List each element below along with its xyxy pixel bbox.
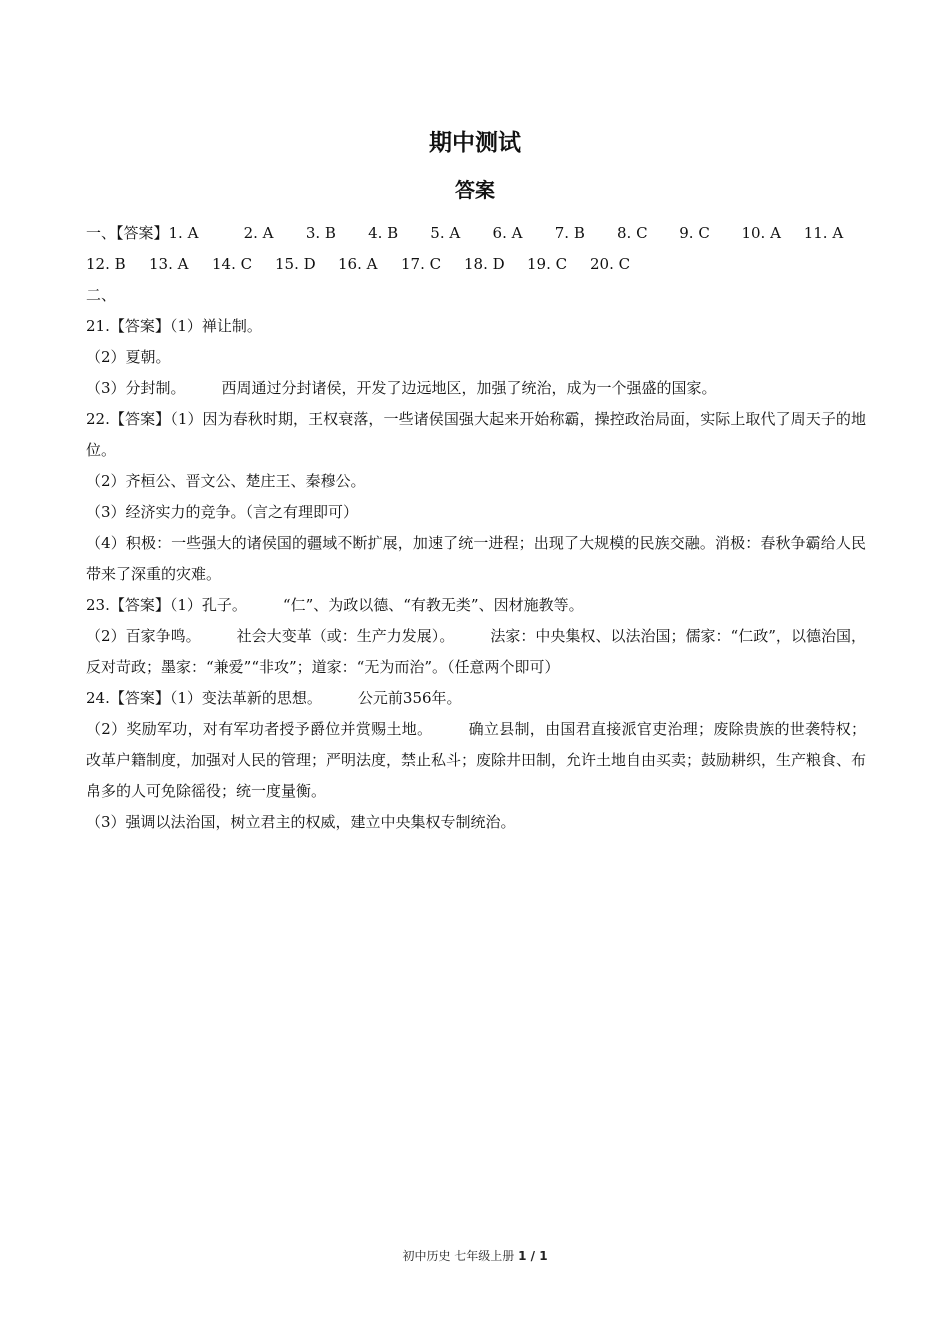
footer-text: 初中历史 七年级上册 [402,1249,515,1263]
page-number: 1 / 1 [518,1249,548,1263]
q23-answer-2c: 法家：中央集权、以法治国；儒家：“仁政”，以德治国，反对苛政；墨家：“兼爱”“非攻”；道家：“无为而治”。（任意两个即可） [86,627,866,676]
mc-answers-row-2 [86,249,866,280]
q24-answer-2 [86,714,866,807]
mc-answer: 6. A [492,224,523,242]
page-title: 期中测试 [429,130,521,156]
mc-answer: 10. A [741,224,781,242]
mc-prefix: 一、【答案】 [86,224,169,242]
mc-answer: 20. C [590,255,631,273]
q24-answer-1b: 公元前356年。 [357,689,462,707]
q23-answer-1 [86,590,866,621]
q21-answer-3b: 西周通过分封诸侯，开发了边远地区，加强了统治，成为一个强盛的国家。 [221,379,717,397]
q23-answer-1a: 23.【答案】（1）孔子。 [86,596,247,614]
q21-answer-2: （2）夏朝。 [86,348,171,366]
mc-answer: 1. A [168,224,199,242]
answer-content [86,218,866,838]
mc-answer: 16. A [338,255,378,273]
mc-answer: 2. A [243,224,274,242]
q24-answer-1 [86,683,866,714]
mc-answer: 9. C [679,224,710,242]
mc-answer: 19. C [527,255,568,273]
q22-answer-3: （3）经济实力的竞争。（言之有理即可） [86,503,359,521]
q22-answer-4: （4）积极：一些强大的诸侯国的疆域不断扩展，加速了统一进程；出现了大规模的民族交融。消极：春秋争霸给人民带来了深重的灾难。 [86,534,866,583]
q22-answer-2: （2）齐桓公、晋文公、楚庄王、秦穆公。 [86,472,366,490]
q24-answer-2a: （2）奖励军功，对有军功者授予爵位并赏赐土地。 [86,720,433,738]
mc-answer: 11. A [803,224,844,242]
q23-answer-2b: 社会大变革（或：生产力发展）。 [236,627,455,645]
q24-answer-3: （3）强调以法治国，树立君主的权威，建立中央集权专制统治。 [86,813,516,831]
q21-answer-3 [86,373,866,404]
mc-answer: 3. B [305,224,336,242]
mc-answer: 13. A [149,255,189,273]
page-footer [0,1247,950,1264]
q21-answer-3a: （3）分封制。 [86,379,186,397]
mc-answer: 5. A [430,224,461,242]
q22-answer-1: 22.【答案】（1）因为春秋时期，王权衰落，一些诸侯国强大起来开始称霸，操控政治局面，实际上取代了周天子的地位。 [86,410,866,459]
q23-answer-2 [86,621,866,683]
q24-answer-2b: 确立县制，由国君直接派官吏治理；废除贵族的世袭特权；改革户籍制度，加强对人民的管理；严明法度，禁止私斗；废除井田制，允许土地自由买卖；鼓励耕织，生产粮食、布帛多的人可免除徭役；统一度量衡。 [86,720,867,800]
mc-answer: 12. B [86,255,126,273]
q23-answer-1b: “仁”、为政以德、“有教无类”、因材施教等。 [282,596,584,614]
mc-answer: 4. B [368,224,399,242]
q23-answer-2a: （2）百家争鸣。 [86,627,201,645]
section-heading: 二、 [86,286,117,304]
q24-answer-1a: 24.【答案】（1）变法革新的思想。 [86,689,322,707]
mc-answer: 14. C [212,255,253,273]
mc-answer: 7. B [554,224,585,242]
page-subtitle: 答案 [455,178,495,202]
mc-answer: 15. D [275,255,316,273]
mc-answer: 18. D [464,255,505,273]
mc-answer: 17. C [401,255,442,273]
q21-answer-1: 21.【答案】（1）禅让制。 [86,317,262,335]
mc-answers-row-1 [86,218,866,249]
mc-answer: 8. C [617,224,648,242]
